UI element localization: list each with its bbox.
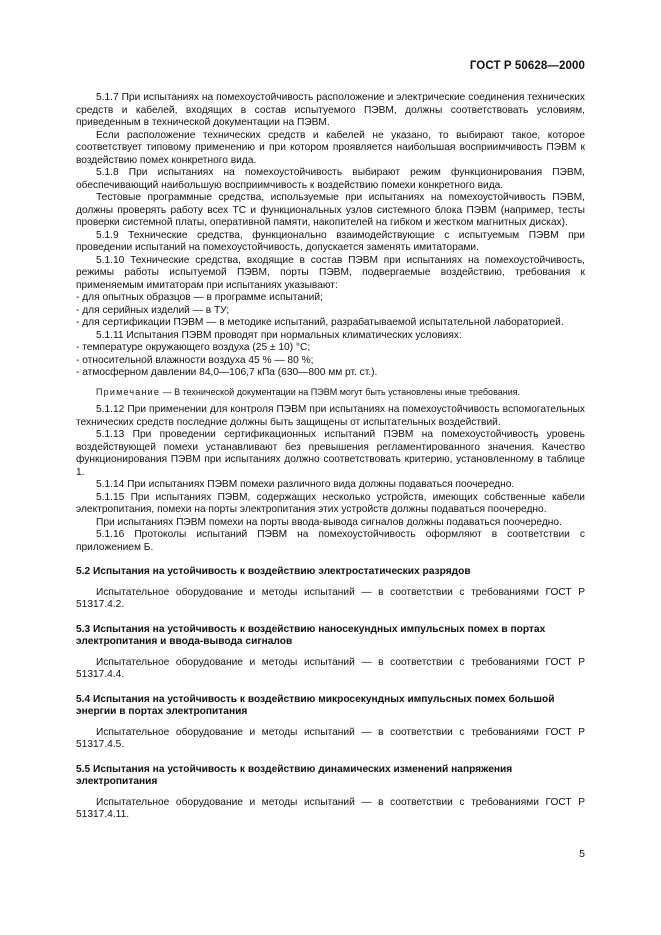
paragraph-5-1-11: 5.1.11 Испытания ПЭВМ проводят при нормальных климатических условиях: bbox=[96, 329, 462, 341]
paragraph-5-1-7-cont: Если расположение технических средств и кабелей не указано, то выбирают такое, которое соответствует типовому применению и при котором проявляется наибольшая восприимчивость ПЭВМ к воздействию помех конкретного вида. bbox=[76, 129, 585, 166]
document-body bbox=[76, 92, 585, 822]
note-text: — В технической документации на ПЭВМ могут быть установлены иные требования. bbox=[160, 386, 521, 397]
section-title-5-4: 5.4 Испытания на устойчивость к воздействию микросекундных импульсных помех большой энергии в портах электропитания bbox=[76, 693, 555, 717]
paragraph-5-1-14: 5.1.14 При испытаниях ПЭВМ помехи различного вида должны подаваться поочередно. bbox=[96, 479, 515, 490]
list-item: - относительной влажности воздуха 45 % — 80 %; bbox=[76, 354, 314, 366]
list-item: - температуре окружающего воздуха (25 ± 10) °С; bbox=[76, 342, 311, 353]
note bbox=[76, 386, 585, 399]
section-title-5-3: 5.3 Испытания на устойчивость к воздействию наносекундных импульсных помех в портах электропитания и ввода-вывода сигналов bbox=[76, 623, 546, 647]
paragraph-5-1-13: 5.1.13 При проведении сертификационных испытаний ПЭВМ на помехоустойчивость уровень воздействующей помехи устанавливают без превышения регламентированного значения. Качество функционирования ПЭВМ при испытаниях должно соответствовать критерию, установленному в таблице 1. bbox=[76, 429, 585, 478]
section-body-5-3: Испытательное оборудование и методы испытаний — в соответствии с требованиями ГОСТ Р 51317.4.4. bbox=[76, 656, 585, 680]
paragraph-5-1-8: 5.1.8 При испытаниях на помехоустойчивость выбирают режим функционирования ПЭВМ, обеспечивающий наибольшую восприимчивость к воздействию помехи конкретного вида. bbox=[76, 167, 585, 191]
paragraph-5-1-8-cont: Тестовые программные средства, используемые при испытаниях на помехоустойчивость ПЭВМ, должны проверять работу всех ТС и функциональных узлов системного блока ПЭВМ (например, тесты проверки системной платы, оперативной памяти, накопителей на гибком и жестком магнитных дисках). bbox=[76, 192, 585, 228]
list-item: - атмосферном давлении 84,0—106,7 кПа (630—800 мм рт. ст.). bbox=[76, 367, 378, 378]
page-number: 5 bbox=[579, 848, 585, 860]
section-body-5-4: Испытательное оборудование и методы испытаний — в соответствии с требованиями ГОСТ Р 51317.4.5. bbox=[76, 726, 585, 750]
paragraph-5-1-16: 5.1.16 Протоколы испытаний ПЭВМ на помехоустойчивость оформляют в соответствии с приложением Б. bbox=[76, 529, 585, 553]
paragraph-5-1-12: 5.1.12 При применении для контроля ПЭВМ при испытаниях на помехоустойчивость вспомогательных технических средств последние должны быть защищены от испытательных воздействий. bbox=[76, 404, 585, 428]
section-title-5-5: 5.5 Испытания на устойчивость к воздействию динамических изменений напряжения электропитания bbox=[76, 763, 513, 787]
paragraph-5-1-15: 5.1.15 При испытаниях ПЭВМ, содержащих несколько устройств, имеющих собственные кабели электропитания, помехи на порты электропитания этих устройств должны подаваться поочередно. bbox=[76, 491, 585, 515]
note-label: Примечание bbox=[96, 386, 161, 397]
section-body-5-5: Испытательное оборудование и методы испытаний — в соответствии с требованиями ГОСТ Р 51317.4.11. bbox=[76, 796, 585, 820]
paragraph-5-1-9: 5.1.9 Технические средства, функционально взаимодействующие с испытуемым ПЭВМ при проведении испытаний на помехоустойчивость, допускается заменять имитаторами. bbox=[76, 229, 585, 253]
paragraph-5-1-10: 5.1.10 Технические средства, входящие в состав ПЭВМ при испытаниях на помехоустойчивость, режимы работы испытуемой ПЭВМ, порты ПЭВМ, подвергаемые воздействию, требования к применяемым имитаторам при испытаниях указывают: bbox=[76, 254, 585, 291]
doc-header-code: ГОСТ Р 50628—2000 bbox=[469, 60, 585, 72]
list-item: - для сертификации ПЭВМ — в методике испытаний, разрабатываемой испытательной лабораторией. bbox=[76, 317, 564, 328]
paragraph-5-1-15-cont: При испытаниях ПЭВМ помехи на порты ввода-вывода сигналов должны подаваться поочередно. bbox=[96, 516, 562, 528]
list-item: - для серийных изделий — в ТУ; bbox=[76, 304, 230, 316]
section-body-5-2: Испытательное оборудование и методы испытаний — в соответствии с требованиями ГОСТ Р 51317.4.2. bbox=[76, 586, 585, 610]
paragraph-5-1-7: 5.1.7 При испытаниях на помехоустойчивость расположение и электрические соединения технических средств и кабелей, входящих в состав испытуемого ПЭВМ, должны соответствовать условиям, приведенным в технической документации на ПЭВМ. bbox=[76, 92, 585, 128]
list-item: - для опытных образцов — в программе испытаний; bbox=[76, 292, 323, 303]
section-title-5-2: 5.2 Испытания на устойчивость к воздействию электростатических разрядов bbox=[76, 566, 471, 577]
